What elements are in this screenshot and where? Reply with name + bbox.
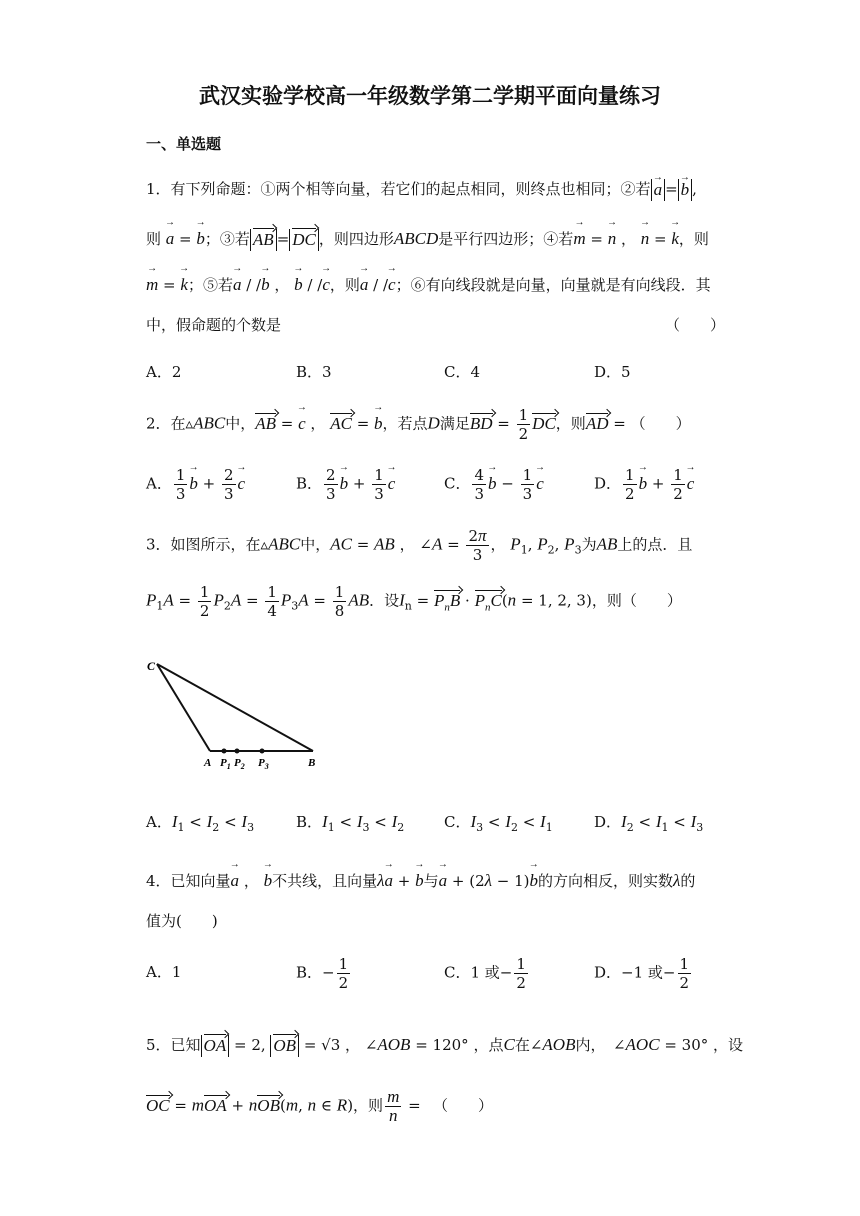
page-title: 武汉实验学校高一年级数学第二学期平面向量练习 <box>199 84 661 108</box>
q3-option-b: B．$I_1 < I_3 < I_2$ <box>296 812 405 834</box>
q1-line2: 则 → a = → b；③若 AB = DC ，则四边形ABCD是平行四边形；④若→ m = → n ， → n = → k，则 <box>146 228 709 251</box>
q4-option-b: B．− $\frac{1}{2}$ <box>296 955 349 992</box>
q3-stem-line2: $P_1A$ = $\frac{1}{2}$ $P_2A$ = $\frac{1}{4}$ $P_3A$ = $\frac{1}{8}$ AB．设$I_n = P_nB \cdot P_nC(n = 1$, 2, 3)，则（ ） <box>146 583 682 620</box>
q3-stem-line1: 3．如图所示，在▵ABC中，AC = AB ， ∠A = $\frac{2\pi}{3}$ ， $P_1$, $P_2$, $P_3$为AB上的点．且 <box>146 526 693 564</box>
label-p2: $P_2$ <box>234 757 245 771</box>
label-c: C <box>147 659 156 673</box>
q4-option-c: C．1 或− $\frac{1}{2}$ <box>444 955 526 992</box>
q3-triangle-figure <box>140 650 340 775</box>
q5-stem-line2: OC = mOA + nOB(m, n ∈ R)，则 $\frac{m}{n}$ = （ ） <box>146 1087 493 1125</box>
q1-line4: 中，假命题的个数是 <box>146 316 282 334</box>
q4-stem-line2: 值为( ) <box>146 912 218 930</box>
label-b: B <box>308 757 316 769</box>
side-cb <box>157 664 313 751</box>
label-p1: $P_1$ <box>220 757 231 771</box>
section-heading: 一、单选题 <box>146 135 222 153</box>
q4-option-a: A．1 <box>146 963 182 981</box>
q3-option-c: C．$I_3 < I_2 < I_1$ <box>444 812 553 834</box>
q1-option-c: C．4 <box>444 363 481 381</box>
point-p2 <box>235 749 240 754</box>
q3-option-d: D．$I_2 < I_1 < I_3$ <box>594 812 704 834</box>
q5-stem-line1: 5．已知 OA = 2, OB = √3 ， ∠AOB = 120° ，点C在∠AOB内， ∠AOC = 30° ，设 <box>146 1035 744 1055</box>
point-p3 <box>260 749 265 754</box>
q2-option-b: B． $\frac{2}{3}$ → b + $\frac{1}{3}$ → c <box>296 466 395 503</box>
q1-line3: → m = → k；⑤若→ a / /→ b ， → b / /→ c，则→ a / /→ c；⑥有向线段就是向量，向量就是有向线段．其 <box>146 274 711 295</box>
q2-option-a: A． $\frac{1}{3}$ → b + $\frac{2}{3}$ → c <box>146 466 245 503</box>
label-a: A <box>204 757 212 769</box>
q1-line1: 1．有下列命题：①两个相等向量，若它们的起点相同，则终点也相同；②若→ a =→ b , <box>146 178 697 201</box>
q2-option-d: D． $\frac{1}{2}$ → b + $\frac{1}{2}$ → c <box>594 466 694 503</box>
point-p1 <box>222 749 227 754</box>
q4-stem-line1: 4．已知向量→ a ， → b不共线，且向量λ→ a + → b与→ a + (2λ − 1)→ b的方向相反，则实数λ的 <box>146 870 695 891</box>
q1-option-a: A．2 <box>146 363 182 381</box>
q4-option-d: D．−1 或− $\frac{1}{2}$ <box>594 955 690 992</box>
label-p3: $P_3$ <box>258 757 269 771</box>
q2-stem: 2．在▵ABC中，AB = → c ， AC = → b，若点D满足BD = $\frac{1}{2}$ DC，则AD = （ ） <box>146 406 691 443</box>
q1-option-d: D．5 <box>594 363 631 381</box>
q3-option-a: A．$I_1 < I_2 < I_3$ <box>146 812 255 834</box>
q1-option-b: B．3 <box>296 363 332 381</box>
q2-option-c: C． $\frac{4}{3}$ → b − $\frac{1}{3}$ → c <box>444 466 544 503</box>
q1-answer-paren: （ ） <box>665 316 726 334</box>
side-ca <box>157 664 210 751</box>
